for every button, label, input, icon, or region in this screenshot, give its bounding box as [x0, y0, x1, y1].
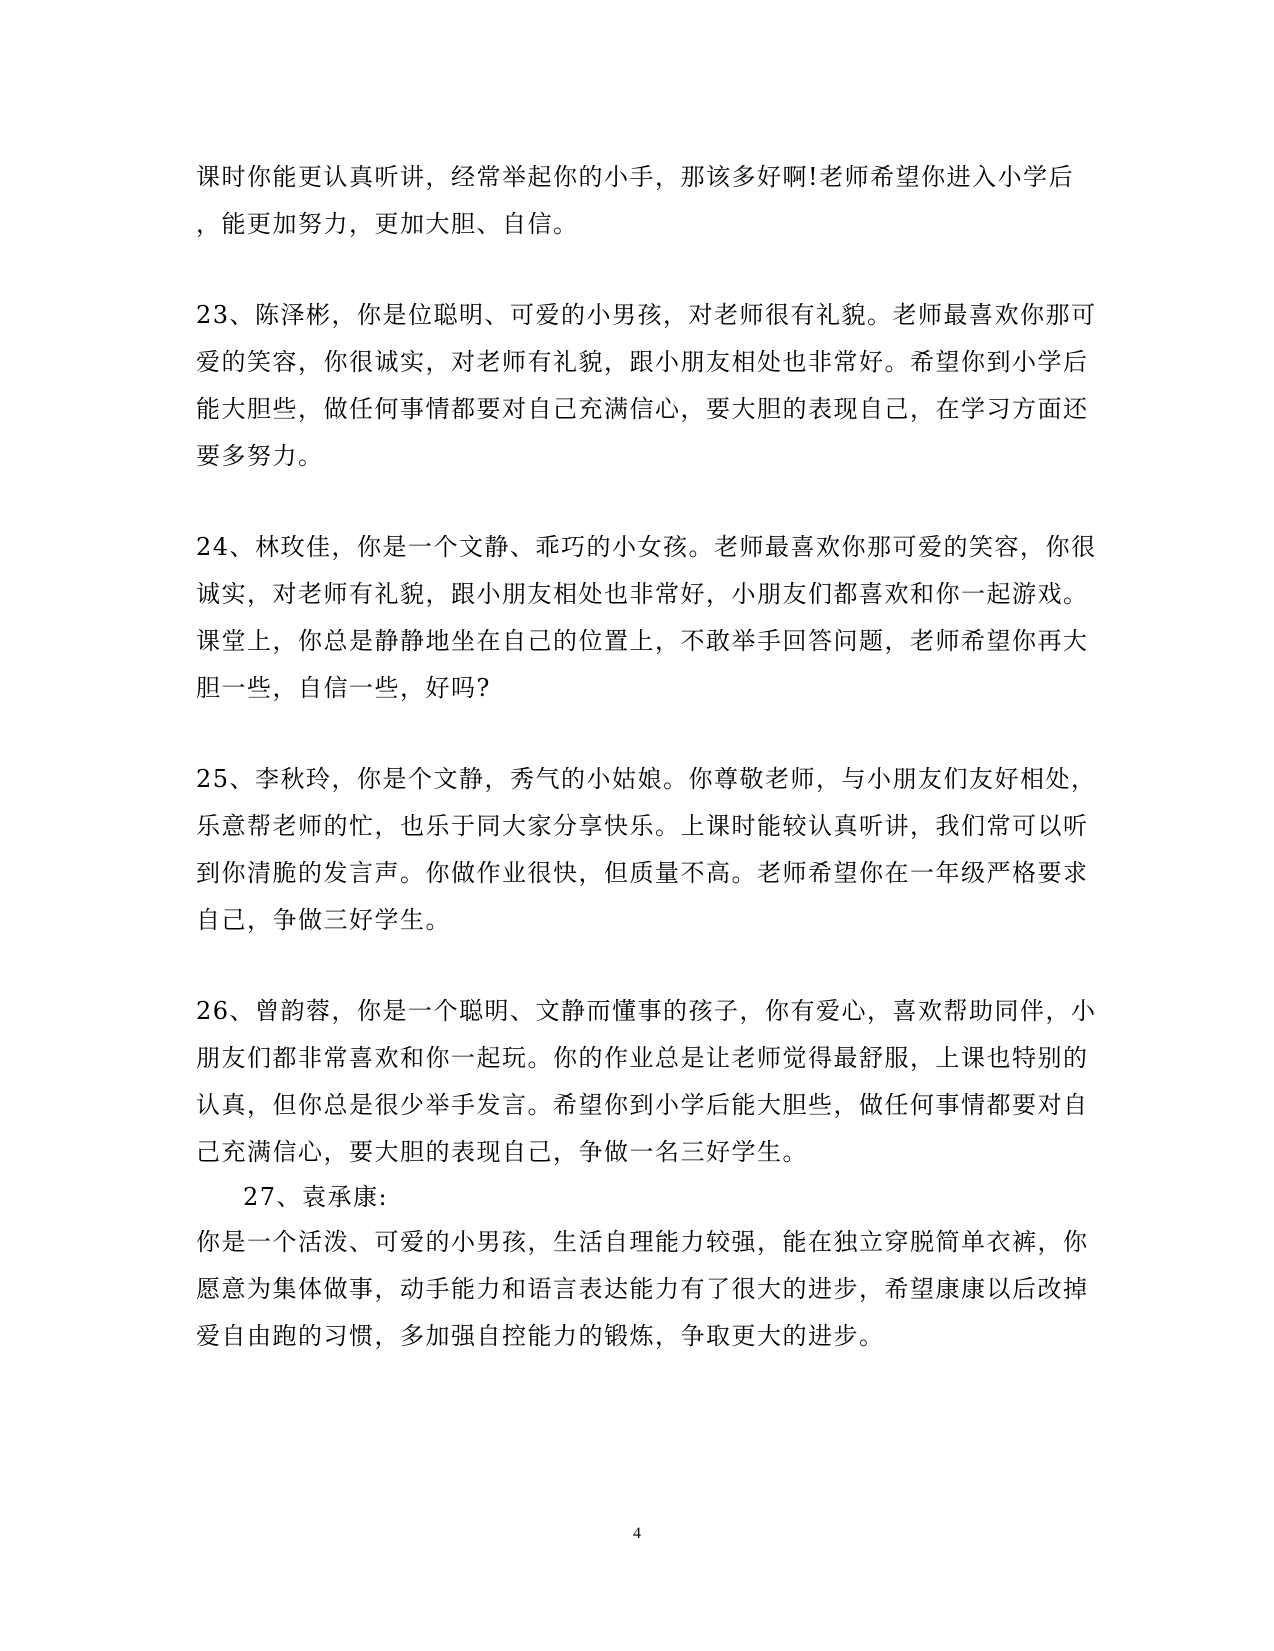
text-line: 诚实，对老师有礼貌，跟小朋友相处也非常好，小朋友们都喜欢和你一起游戏。 — [196, 580, 1089, 608]
text-line: 你是一个活泼、可爱的小男孩，生活自理能力较强，能在独立穿脱简单衣裤，你 — [196, 1228, 1089, 1256]
text-line: 23、陈泽彬，你是位聪明、可爱的小男孩，对老师很有礼貌。老师最喜欢你那可 — [196, 301, 1097, 329]
text-line: 己充满信心，要大胆的表现自己，争做一名三好学生。 — [196, 1138, 808, 1166]
text-line: 25、李秋玲，你是个文静，秀气的小姑娘。你尊敬老师，与小朋友们友好相处， — [196, 765, 1097, 793]
text-line: 乐意帮老师的忙，也乐于同大家分享快乐。上课时能较认真听讲，我们常可以听 — [196, 812, 1089, 840]
text-line: 愿意为集体做事，动手能力和语言表达能力有了很大的进步，希望康康以后改掉 — [196, 1275, 1089, 1303]
section-heading: 27、袁承康: — [243, 1183, 389, 1211]
text-line: 朋友们都非常喜欢和你一起玩。你的作业总是让老师觉得最舒服，上课也特别的 — [196, 1044, 1089, 1072]
text-line: 爱的笑容，你很诚实，对老师有礼貌，跟小朋友相处也非常好。希望你到小学后 — [196, 348, 1089, 376]
page-number: 4 — [633, 1525, 641, 1542]
text-line: 胆一些，自信一些，好吗? — [196, 674, 491, 702]
text-line: 24、林玫佳，你是一个文静、乖巧的小女孩。老师最喜欢你那可爱的笑容，你很 — [196, 533, 1097, 561]
text-line: 课时你能更认真听讲，经常举起你的小手，那该多好啊!老师希望你进入小学后 — [196, 163, 1075, 191]
text-line: 自己，争做三好学生。 — [196, 906, 451, 934]
text-line: 爱自由跑的习惯，多加强自控能力的锻炼，争取更大的进步。 — [196, 1322, 885, 1350]
text-line: ，能更加努力，更加大胆、自信。 — [196, 210, 579, 238]
text-line: 到你清脆的发言声。你做作业很快，但质量不高。老师希望你在一年级严格要求 — [196, 859, 1089, 887]
text-line: 要多努力。 — [196, 442, 324, 470]
text-line: 能大胆些，做任何事情都要对自己充满信心，要大胆的表现自己，在学习方面还 — [196, 395, 1089, 423]
text-line: 26、曾韵蓉，你是一个聪明、文静而懂事的孩子，你有爱心，喜欢帮助同伴，小 — [196, 997, 1097, 1025]
text-line: 认真，但你总是很少举手发言。希望你到小学后能大胆些，做任何事情都要对自 — [196, 1091, 1089, 1119]
text-line: 课堂上，你总是静静地坐在自己的位置上，不敢举手回答问题，老师希望你再大 — [196, 627, 1089, 655]
